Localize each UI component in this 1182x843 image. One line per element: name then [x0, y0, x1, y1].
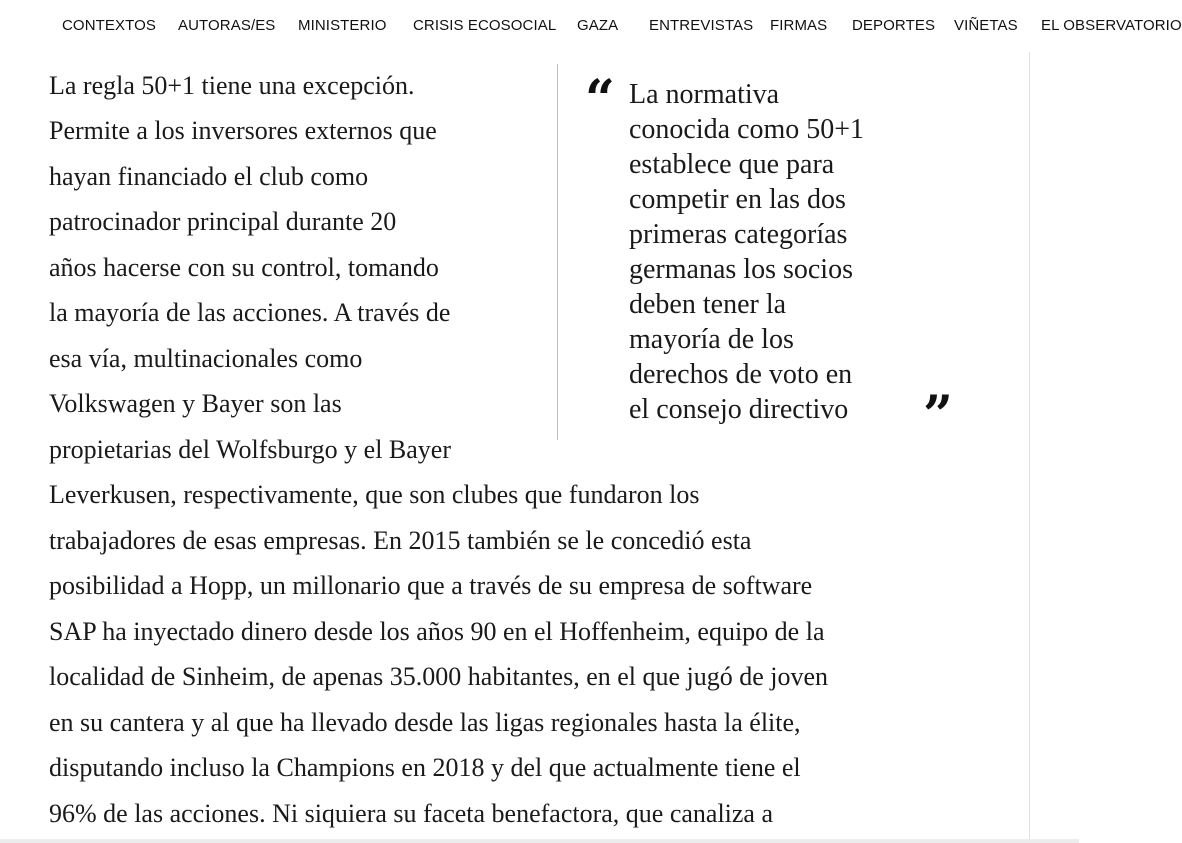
article-line: patrocinador principal durante 20	[49, 207, 397, 236]
top-navigation	[0, 0, 1182, 52]
article-line: Volkswagen y Bayer son las	[49, 389, 342, 418]
pull-quote	[557, 64, 977, 446]
pull-quote-divider	[557, 64, 558, 440]
nav-item-firmas[interactable]: FIRMAS	[770, 17, 828, 34]
article-line: propietarias del Wolfsburgo y el Bayer	[49, 435, 452, 464]
pull-quote-line: primeras categorías	[629, 219, 848, 250]
pull-quote-line: germanas los socios	[629, 254, 853, 285]
article-line: disputando incluso la Champions en 2018 y del que actualmente tiene el	[49, 753, 801, 782]
bottom-divider	[0, 839, 1079, 843]
article-line: localidad de Sinheim, de apenas 35.000 habitantes, en el que jugó de joven	[49, 662, 829, 691]
article-line: Permite a los inversores externos que	[49, 116, 437, 145]
nav-item-crisis-ecosocial[interactable]: CRISIS ECOSOCIAL	[413, 17, 557, 34]
pull-quote-line: competir en las dos	[629, 184, 846, 215]
nav-item-el-observatorio[interactable]: EL OBSERVATORIO	[1041, 17, 1182, 34]
close-quote-icon: ”	[923, 385, 953, 446]
article-line: años hacerse con su control, tomando	[49, 253, 439, 282]
pull-quote-line: La normativa	[629, 79, 780, 110]
article-line: SAP ha inyectado dinero desde los años 90 en el Hoffenheim, equipo de la	[49, 617, 825, 646]
nav-item-deportes[interactable]: DEPORTES	[852, 17, 936, 34]
content-right-divider	[1029, 52, 1030, 843]
pull-quote-line: el consejo directivo	[629, 394, 849, 425]
article-line: 96% de las acciones. Ni siquiera su faceta benefactora, que canaliza a	[49, 799, 774, 828]
pull-quote-line: conocida como 50+1	[629, 114, 865, 145]
nav-item-ministerio[interactable]: MINISTERIO	[298, 17, 387, 34]
article-line: en su cantera y al que ha llevado desde las ligas regionales hasta la élite,	[49, 708, 801, 737]
article-line: posibilidad a Hopp, un millonario que a través de su empresa de software	[49, 571, 813, 600]
article-line: hayan financiado el club como	[49, 162, 369, 191]
article-line: esa vía, multinacionales como	[49, 344, 363, 373]
article-line: la mayoría de las acciones. A través de	[49, 298, 451, 327]
nav-item-gaza[interactable]: GAZA	[577, 17, 619, 34]
nav-item-autoras[interactable]: AUTORAS/ES	[178, 17, 276, 34]
article-line: Leverkusen, respectivamente, que son clubes que fundaron los	[49, 480, 700, 509]
pull-quote-line: mayoría de los	[629, 324, 794, 355]
pull-quote-line: deben tener la	[629, 289, 787, 320]
open-quote-icon: “	[585, 69, 615, 130]
article-line: La regla 50+1 tiene una excepción.	[49, 71, 415, 100]
pull-quote-line: establece que para	[629, 149, 835, 180]
nav-item-contextos[interactable]: CONTEXTOS	[62, 17, 156, 34]
nav-item-vinetas[interactable]: VIÑETAS	[954, 17, 1018, 34]
nav-item-entrevistas[interactable]: ENTREVISTAS	[649, 17, 754, 34]
pull-quote-line: derechos de voto en	[629, 359, 853, 390]
article-line: trabajadores de esas empresas. En 2015 también se le concedió esta	[49, 526, 752, 555]
